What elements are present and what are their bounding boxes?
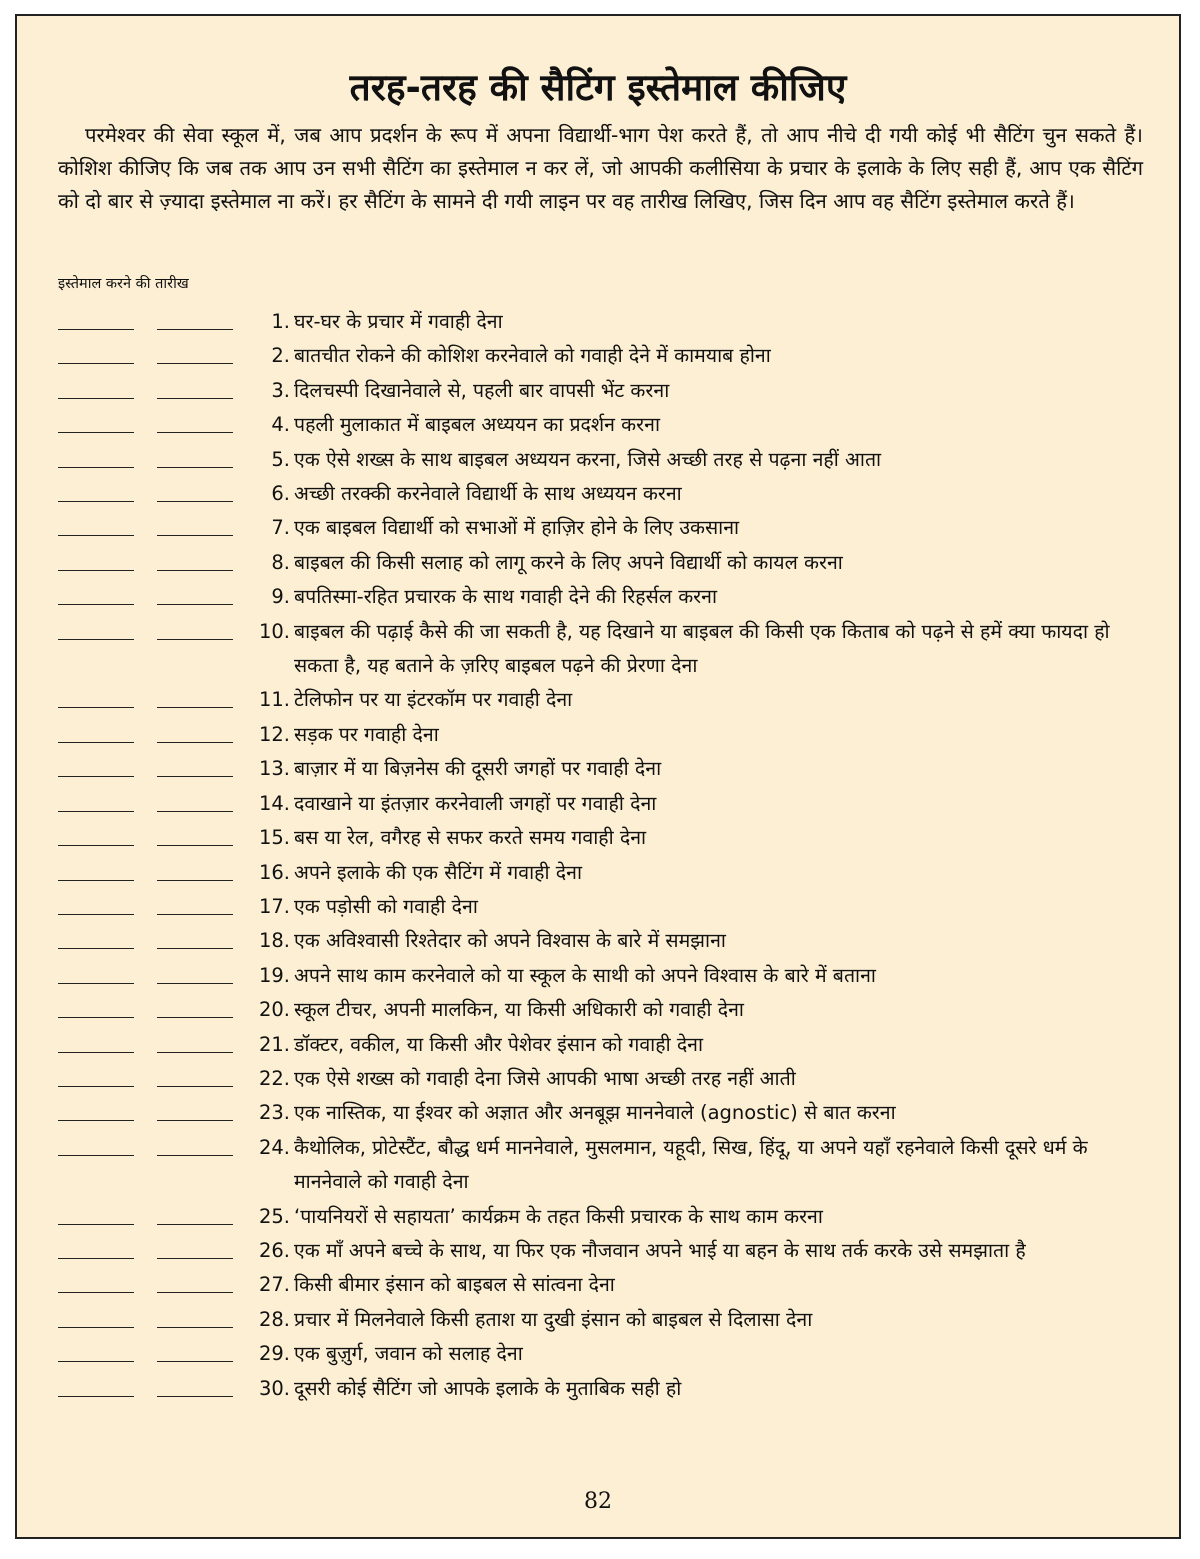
setting-number: 27. [258, 1273, 290, 1297]
setting-text: एक अविश्‍वासी रिश्‍तेदार को अपने विश्‍वास के बारे में समझाना [294, 929, 726, 953]
date-blank-line-1[interactable] [58, 1086, 134, 1087]
date-blank-line-1[interactable] [58, 535, 134, 536]
setting-number: 23. [258, 1101, 290, 1125]
setting-number: 6. [271, 482, 290, 506]
setting-number: 2. [271, 344, 290, 368]
date-blanks [58, 924, 238, 958]
date-blank-line-1[interactable] [58, 742, 134, 743]
setting-row [58, 443, 1158, 477]
date-blank-line-1[interactable] [58, 1017, 134, 1018]
date-blanks [58, 1234, 238, 1268]
date-blank-line-1[interactable] [58, 1361, 134, 1362]
setting-number: 16. [258, 860, 290, 884]
date-blank-line-1[interactable] [58, 1327, 134, 1328]
date-blank-line-1[interactable] [58, 1155, 134, 1156]
date-blanks [58, 683, 238, 717]
date-blank-line-2[interactable] [157, 570, 233, 571]
setting-number: 7. [271, 516, 290, 540]
setting-row [58, 993, 1158, 1027]
date-blank-line-2[interactable] [157, 811, 233, 812]
setting-row [58, 683, 1158, 717]
date-blank-line-1[interactable] [58, 707, 134, 708]
date-blank-line-2[interactable] [157, 467, 233, 468]
date-blank-line-1[interactable] [58, 948, 134, 949]
date-blanks [58, 443, 238, 477]
date-blank-line-2[interactable] [157, 880, 233, 881]
date-blank-line-1[interactable] [58, 1052, 134, 1053]
setting-text: एक बाइबल विद्यार्थी को सभाओं में हाज़िर होने के लिए उकसाना [294, 516, 740, 540]
setting-text: बाज़ार में या बिज़नेस की दूसरी जगहों पर गवाही देना [294, 757, 662, 781]
date-blanks [58, 615, 238, 649]
setting-number: 24. [258, 1135, 290, 1159]
date-blank-line-1[interactable] [58, 501, 134, 502]
date-blank-line-1[interactable] [58, 329, 134, 330]
date-blank-line-2[interactable] [157, 983, 233, 984]
date-blank-line-2[interactable] [157, 1017, 233, 1018]
setting-row [58, 890, 1158, 924]
date-blanks [58, 580, 238, 614]
setting-text: एक ऐसे शख्स को गवाही देना जिसे आपकी भाषा अच्छी तरह नहीं आती [294, 1066, 796, 1090]
setting-number: 13. [258, 757, 290, 781]
date-blank-line-1[interactable] [58, 1120, 134, 1121]
setting-row [58, 511, 1158, 545]
date-blank-line-2[interactable] [157, 1224, 233, 1225]
date-blank-line-2[interactable] [157, 501, 233, 502]
setting-text: प्रचार में मिलनेवाले किसी हताश या दुखी इंसान को बाइबल से दिलासा देना [294, 1307, 813, 1331]
date-blanks [58, 856, 238, 890]
setting-text: पहली मुलाकात में बाइबल अध्ययन का प्रदर्शन करना [294, 413, 660, 437]
date-blank-line-2[interactable] [157, 535, 233, 536]
setting-row [58, 408, 1158, 442]
date-blanks [58, 752, 238, 786]
date-blank-line-1[interactable] [58, 1292, 134, 1293]
date-blank-line-1[interactable] [58, 639, 134, 640]
setting-number: 18. [258, 929, 290, 953]
date-blanks [58, 305, 238, 339]
date-blank-line-2[interactable] [157, 639, 233, 640]
date-blank-line-1[interactable] [58, 983, 134, 984]
setting-text: दिलचस्पी दिखानेवाले से, पहली बार वापसी भेंट करना [294, 378, 670, 402]
setting-number: 5. [271, 447, 290, 471]
date-blank-line-1[interactable] [58, 1396, 134, 1397]
date-blanks [58, 1372, 238, 1406]
setting-number: 20. [258, 998, 290, 1022]
setting-row [58, 752, 1158, 786]
date-blanks [58, 339, 238, 373]
setting-text: एक बुज़ुर्ग, जवान को सलाह देना [294, 1342, 523, 1366]
setting-text: बाइबल की किसी सलाह को लागू करने के लिए अपने विद्यार्थी को कायल करना [294, 550, 843, 574]
date-blank-line-2[interactable] [157, 1258, 233, 1259]
setting-text: स्कूल टीचर, अपनी मालकिन, या किसी अधिकारी को गवाही देना [294, 998, 744, 1022]
date-blank-line-1[interactable] [58, 845, 134, 846]
date-blanks [58, 1200, 238, 1234]
setting-row [58, 1028, 1158, 1062]
setting-text: किसी बीमार इंसान को बाइबल से सांत्वना देना [294, 1273, 615, 1297]
setting-number: 21. [258, 1032, 290, 1056]
setting-text: एक माँ अपने बच्चे के साथ, या फिर एक नौजवान अपने भाई या बहन के साथ तर्क करके उसे समझाता है [294, 1238, 1026, 1262]
date-blanks [58, 408, 238, 442]
setting-text: बाइबल की पढ़ाई कैसे की जा सकती है, यह दिखाने या बाइबल की किसी एक किताब को पढ़ने से हमें क्या फायदा हो सकता है, यह बताने के ज़रिए बाइबल पढ़ने की प्रेरणा देना [294, 619, 1110, 678]
setting-row [58, 1096, 1158, 1130]
setting-number: 4. [271, 413, 290, 437]
setting-row [58, 615, 1158, 684]
date-column-header: इस्तेमाल करने की तारीख [58, 276, 189, 292]
date-blank-line-1[interactable] [58, 811, 134, 812]
setting-number: 30. [258, 1376, 290, 1400]
setting-text: घर-घर के प्रचार में गवाही देना [294, 310, 503, 333]
date-blank-line-1[interactable] [58, 570, 134, 571]
setting-number: 22. [258, 1066, 290, 1090]
date-blanks [58, 959, 238, 993]
setting-row [58, 1337, 1158, 1371]
date-blank-line-1[interactable] [58, 604, 134, 605]
setting-row [58, 821, 1158, 855]
setting-row [58, 1200, 1158, 1234]
date-blank-line-2[interactable] [157, 1120, 233, 1121]
setting-text: दवाखाने या इंतज़ार करनेवाली जगहों पर गवाही देना [294, 791, 657, 815]
date-blank-line-2[interactable] [157, 1396, 233, 1397]
date-blank-line-2[interactable] [157, 948, 233, 949]
date-blank-line-2[interactable] [157, 398, 233, 399]
date-blanks [58, 890, 238, 924]
setting-row [58, 924, 1158, 958]
setting-text: ‘पायनियरों से सहायता’ कार्यक्रम के तहत किसी प्रचारक के साथ काम करना [294, 1204, 823, 1228]
setting-text: दूसरी कोई सैटिंग जो आपके इलाके के मुताबिक सही हो [294, 1376, 682, 1400]
setting-row [58, 1062, 1158, 1096]
date-blank-line-2[interactable] [157, 1361, 233, 1362]
setting-text: अपने इलाके की एक सैटिंग में गवाही देना [294, 860, 582, 884]
date-blanks [58, 1337, 238, 1371]
setting-row [58, 959, 1158, 993]
date-blank-line-1[interactable] [58, 914, 134, 915]
date-blank-line-1[interactable] [58, 467, 134, 468]
setting-text: एक पड़ोसी को गवाही देना [294, 894, 478, 918]
date-blank-line-1[interactable] [58, 1224, 134, 1225]
setting-row [58, 1131, 1158, 1200]
date-blank-line-2[interactable] [157, 707, 233, 708]
setting-text: बस या रेल, वगैरह से सफर करते समय गवाही देना [294, 826, 647, 850]
setting-number: 12. [258, 722, 290, 746]
date-blank-line-2[interactable] [157, 432, 233, 433]
date-blanks [58, 993, 238, 1027]
setting-text: एक ऐसे शख्स के साथ बाइबल अध्ययन करना, जिसे अच्छी तरह से पढ़ना नहीं आता [294, 447, 882, 471]
date-blanks [58, 718, 238, 752]
setting-number: 3. [271, 378, 290, 402]
setting-row [58, 856, 1158, 890]
intro-paragraph: परमेश्‍वर की सेवा स्कूल में, जब आप प्रदर्शन के रूप में अपना विद्यार्थी-भाग पेश करते हैं, तो आप नीचे दी गयी कोई भी सैटिंग चुन सकते हैं। कोशिश कीजिए कि जब तक आप उन सभी सैटिंग का इस्तेमाल न कर लें, जो आपकी कलीसिया के प्रचार के इलाके के लिए सही हैं, आप एक सैटिंग को दो बार से ज़्यादा इस्तेमाल ना करें। हर सैटिंग के सामने दी गयी लाइन पर वह तारीख लिखिए, जिस दिन आप वह सैटिंग इस्तेमाल करते हैं। [58, 123, 1143, 213]
setting-number: 25. [258, 1204, 290, 1228]
date-blank-line-2[interactable] [157, 845, 233, 846]
setting-row [58, 1234, 1158, 1268]
date-blank-line-2[interactable] [157, 1086, 233, 1087]
setting-text: बातचीत रोकने की कोशिश करनेवाले को गवाही देने में कामयाब होना [294, 344, 771, 368]
setting-number: 10. [258, 619, 290, 643]
setting-row [58, 1303, 1158, 1337]
setting-row [58, 477, 1158, 511]
date-blanks [58, 374, 238, 408]
setting-text: टेलिफोन पर या इंटरकॉम पर गवाही देना [294, 688, 573, 712]
setting-text: डॉक्टर, वकील, या किसी और पेशेवर इंसान को गवाही देना [294, 1032, 704, 1056]
setting-text: बपतिस्मा-रहित प्रचारक के साथ गवाही देने की रिहर्सल करना [294, 585, 718, 609]
setting-number: 14. [258, 791, 290, 815]
date-blanks [58, 1131, 238, 1165]
setting-text: कैथोलिक, प्रोटेस्टैंट, बौद्ध धर्म माननेवाले, मुसलमान, यहूदी, सिख, हिंदू, या अपने यहाँ रहनेवाले किसी दूसरे धर्म के माननेवाले को गवाही देना [294, 1135, 1088, 1194]
date-blank-line-1[interactable] [58, 1258, 134, 1259]
setting-text: अच्छी तरक्की करनेवाले विद्यार्थी के साथ अध्ययन करना [294, 482, 682, 506]
date-blank-line-1[interactable] [58, 398, 134, 399]
setting-number: 28. [258, 1307, 290, 1331]
setting-number: 1. [271, 310, 290, 333]
date-blank-line-2[interactable] [157, 329, 233, 330]
date-blanks [58, 1062, 238, 1096]
setting-row [58, 787, 1158, 821]
date-blank-line-2[interactable] [157, 776, 233, 777]
date-blank-line-2[interactable] [157, 1052, 233, 1053]
date-blanks [58, 787, 238, 821]
date-blank-line-2[interactable] [157, 1292, 233, 1293]
page-number: 82 [584, 1489, 612, 1514]
setting-text: अपने साथ काम करनेवाले को या स्कूल के साथी को अपने विश्‍वास के बारे में बताना [294, 963, 876, 987]
setting-row [58, 580, 1158, 614]
date-blank-line-1[interactable] [58, 432, 134, 433]
setting-row [58, 546, 1158, 580]
date-blank-line-2[interactable] [157, 1155, 233, 1156]
setting-number: 26. [258, 1238, 290, 1262]
date-blank-line-2[interactable] [157, 742, 233, 743]
date-blank-line-1[interactable] [58, 363, 134, 364]
setting-row [58, 718, 1158, 752]
date-blank-line-2[interactable] [157, 363, 233, 364]
date-blank-line-2[interactable] [157, 604, 233, 605]
setting-row [58, 374, 1158, 408]
date-blanks [58, 1303, 238, 1337]
date-blanks [58, 1096, 238, 1130]
settings-list [58, 305, 1158, 1406]
setting-row [58, 1372, 1158, 1406]
date-blanks [58, 821, 238, 855]
page-title: तरह-तरह की सैटिंग इस्तेमाल कीजिए [349, 66, 847, 109]
date-blank-line-1[interactable] [58, 776, 134, 777]
date-blanks [58, 1028, 238, 1062]
date-blank-line-2[interactable] [157, 1327, 233, 1328]
date-blanks [58, 1268, 238, 1302]
setting-text: एक नास्तिक, या ईश्‍वर को अज्ञात और अनबूझ माननेवाले (agnostic) से बात करना [294, 1101, 896, 1125]
date-blank-line-1[interactable] [58, 880, 134, 881]
page-sheet [15, 14, 1181, 1539]
date-blanks [58, 546, 238, 580]
setting-number: 9. [271, 585, 290, 609]
setting-number: 11. [258, 688, 290, 712]
setting-number: 19. [258, 963, 290, 987]
setting-number: 29. [258, 1342, 290, 1366]
setting-row [58, 339, 1158, 373]
setting-number: 15. [258, 826, 290, 850]
setting-number: 17. [258, 894, 290, 918]
date-blanks [58, 511, 238, 545]
setting-row [58, 305, 1158, 339]
setting-row [58, 1268, 1158, 1302]
date-blanks [58, 477, 238, 511]
date-blank-line-2[interactable] [157, 914, 233, 915]
setting-number: 8. [271, 550, 290, 574]
setting-text: सड़क पर गवाही देना [294, 722, 439, 746]
